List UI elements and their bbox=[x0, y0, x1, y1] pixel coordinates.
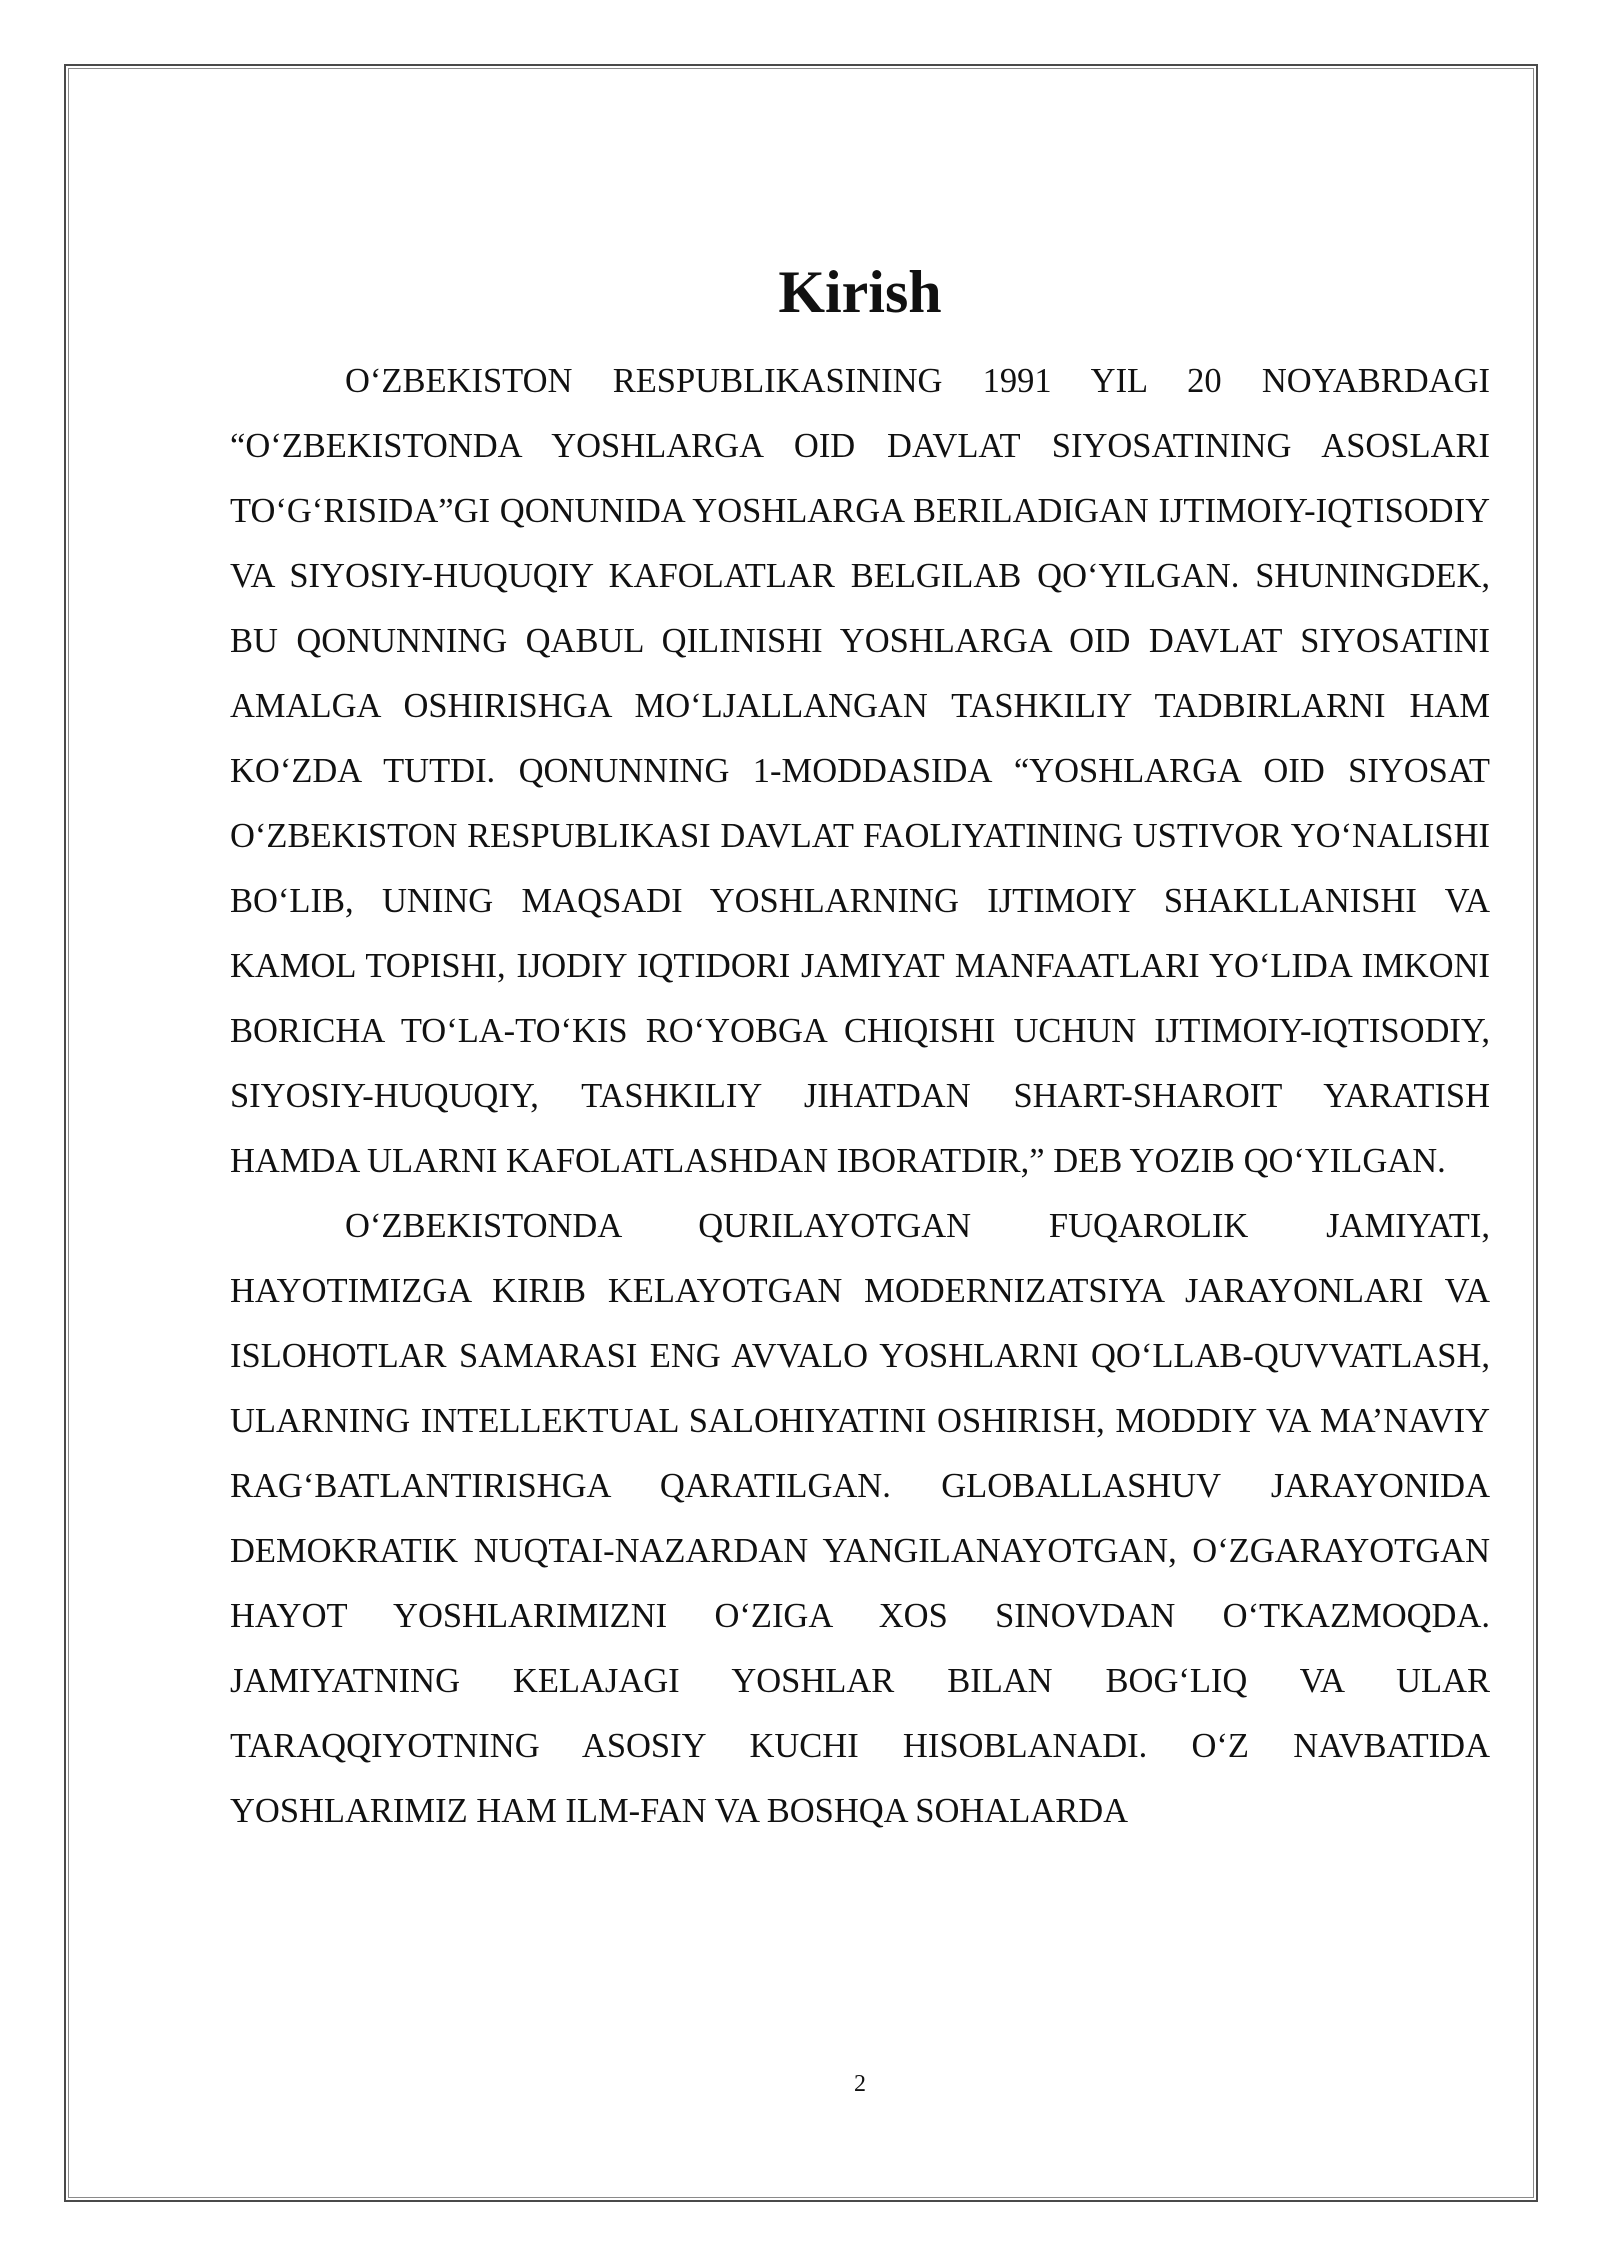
page-title: Kirish bbox=[778, 259, 942, 325]
document-body bbox=[230, 349, 1490, 1844]
paragraph-2: O‘ZBEKISTONDA QURILAYOTGAN FUQAROLIK JAMIYATI, HAYOTIMIZGA KIRIB KELAYOTGAN MODERNIZATSIYA JARAYONLARI VA ISLOHOTLAR SAMARASI ENG AVVALO YOSHLARNI QO‘LLAB-QUVVATLASH, ULARNING INTELLEKTUAL SALOHIYATINI OSHIRISH, MODDIY VA MA’NAVIY RAG‘BATLANTIRISHGA QARATILGAN. GLOBALLASHUV JARAYONIDA DEMOKRATIK NUQTAI-NAZARDAN YANGILANAYOTGAN, O‘ZGARAYOTGAN HAYOT YOSHLARIMIZNI O‘ZIGA XOS SINOVDAN O‘TKAZMOQDA. JAMIYATNING KELAJAGI YOSHLAR BILAN BOG‘LIQ VA ULAR TARAQQIYOTNING ASOSIY KUCHI HISOBLANADI. O‘Z NAVBATIDA YOSHLARIMIZ HAM ILM-FAN VA BOSHQA SOHALARDA bbox=[230, 1207, 1490, 1830]
page-number: 2 bbox=[854, 2071, 866, 2097]
paragraph-1: O‘ZBEKISTON RESPUBLIKASINING 1991 YIL 20 NOYABRDAGI “O‘ZBEKISTONDA YOSHLARGA OID DAVLAT SIYOSATINING ASOSLARI TO‘G‘RISIDA”GI QONUNIDA YOSHLARGA BERILADIGAN IJTIMOIY-IQTISODIY VA SIYOSIY-HUQUQIY KAFOLATLAR BELGILAB QO‘YILGAN. SHUNINGDEK, BU QONUNNING QABUL QILINISHI YOSHLARGA OID DAVLAT SIYOSATINI AMALGA OSHIRISHGA MO‘LJALLANGAN TASHKILIY TADBIRLARNI HAM KO‘ZDA TUTDI. QONUNNING 1-MODDASIDA “YOSHLARGA OID SIYOSAT O‘ZBEKISTON RESPUBLIKASI DAVLAT FAOLIYATINING USTIVOR YO‘NALISHI BO‘LIB, UNING MAQSADI YOSHLARNING IJTIMOIY SHAKLLANISHI VA KAMOL TOPISHI, IJODIY IQTIDORI JAMIYAT MANFAATLARI YO‘LIDA IMKONI BORICHA TO‘LA-TO‘KIS RO‘YOBGA CHIQISHI UCHUN IJTIMOIY-IQTISODIY, SIYOSIY-HUQUQIY, TASHKILIY JIHATDAN SHART-SHAROIT YARATISH HAMDA ULARNI KAFOLATLASHDAN IBORATDIR,” DEB YOZIB QO‘YILGAN. bbox=[230, 362, 1490, 1180]
